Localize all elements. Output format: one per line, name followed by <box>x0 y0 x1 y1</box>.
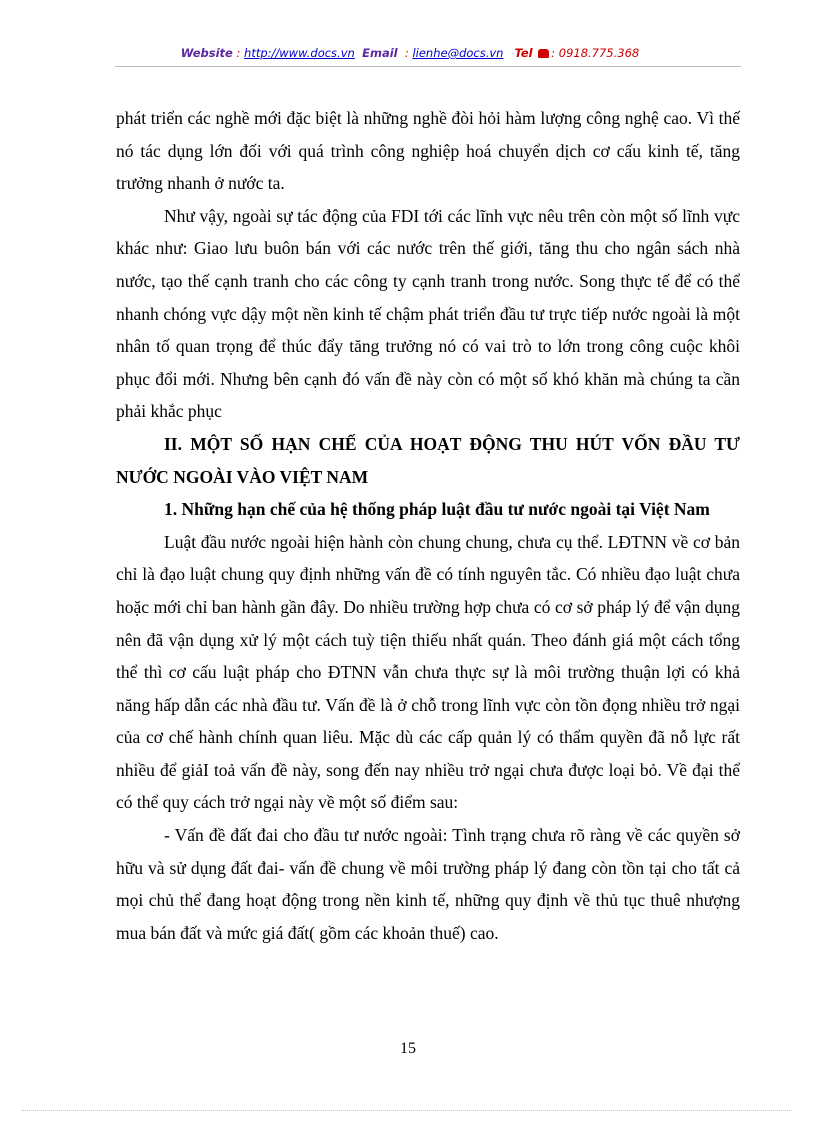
paragraph-2: Như vậy, ngoài sự tác động của FDI tới các lĩnh vực nêu trên còn một số lĩnh vực khác như: Giao lưu buôn bán với các nước trên thế giới, tăng thu cho ngân sách nhà nước, tạo thế cạnh tranh cho các công ty cạnh tranh trong nước. Song thực tế để có thể nhanh chóng vực dậy một nền kinh tế chậm phát triển đầu tư trực tiếp nước ngoài là một nhân tố quan trọng để thúc đẩy tăng trưởng nó có vai trò to lớn trong công cuộc khôi phục đổi mới. Nhưng bên cạnh đó vấn đề này còn có một số khó khăn mà chúng ta cần phải khắc phục <box>116 205 740 422</box>
paragraph-4: - Vấn đề đất đai cho đầu tư nước ngoài: Tình trạng chưa rõ ràng về các quyền sở hữu và sử dụng đất đai- vấn đề chung về môi trường pháp lý đang còn tồn tại cho tất cả mọi chủ thể đang hoạt động trong nền kinh tế, những quy định về thủ tục thuê nhượng mua bán đất và mức giá đất( gồm các khoản thuế) cao. <box>116 825 740 943</box>
paragraph-1: phát triển các nghề mới đặc biệt là những nghề đòi hỏi hàm lượng công nghệ cao. Vì thế nó tác dụng lớn đối với quá trình công nghiệp hoá chuyển dịch cơ cấu kinh tế, tăng trưởng nhanh ở nước ta. <box>116 108 740 194</box>
website-label: Website <box>180 46 233 60</box>
subsection-heading: 1. Những hạn chế của hệ thống pháp luật đầu tư nước ngoài tại Việt Nam <box>164 499 710 520</box>
tel-value: 0918.775.368 <box>558 46 640 60</box>
page-bottom-divider <box>22 1110 792 1111</box>
document-body <box>116 102 740 949</box>
email-link[interactable]: lienhe@docs.vn <box>412 46 504 60</box>
section-heading: II. MỘT SỐ HẠN CHẾ CỦA HOẠT ĐỘNG THU HÚT VỐN ĐẦU TƯ NƯỚC NGOÀI VÀO VIỆT NAM <box>116 433 740 487</box>
phone-icon <box>538 49 549 58</box>
email-label: Email <box>362 46 398 60</box>
page-header: Website : http://www.docs.vn Email : lienhe@docs.vn Tel : 0918.775.368 <box>180 46 640 60</box>
tel-label: Tel <box>514 46 533 60</box>
header-divider <box>115 66 741 67</box>
paragraph-3: Luật đầu nước ngoài hiện hành còn chung chung, chưa cụ thể. LĐTNN về cơ bản chỉ là đạo luật chung quy định những vấn đề có tính nguyên tắc. Có nhiều đạo luật chưa hoặc mới chỉ ban hành gần đây. Do nhiều trường hợp chưa có cơ sở pháp lý để vận dụng nên đã vận dụng xử lý một cách tuỳ tiện thiếu nhất quán. Theo đánh giá một cách tổng thể thì cơ cấu luật pháp cho ĐTNN vẫn chưa thực sự là môi trường thuận lợi có khả năng hấp dẫn các nhà đầu tư. Vấn đề là ở chỗ trong lĩnh vực còn tồn đọng nhiều trở ngại của cơ chế hành chính quan liêu. Mặc dù các cấp quản lý có thẩm quyền đã nỗ lực rất nhiều để giảI toả vấn đề này, song đến nay nhiều trở ngại chưa được loại bỏ. Về đại thể có thể quy cách trở ngại này về một số điểm sau: <box>116 531 740 813</box>
website-link[interactable]: http://www.docs.vn <box>244 46 355 60</box>
page-number: 15 <box>400 1040 416 1057</box>
